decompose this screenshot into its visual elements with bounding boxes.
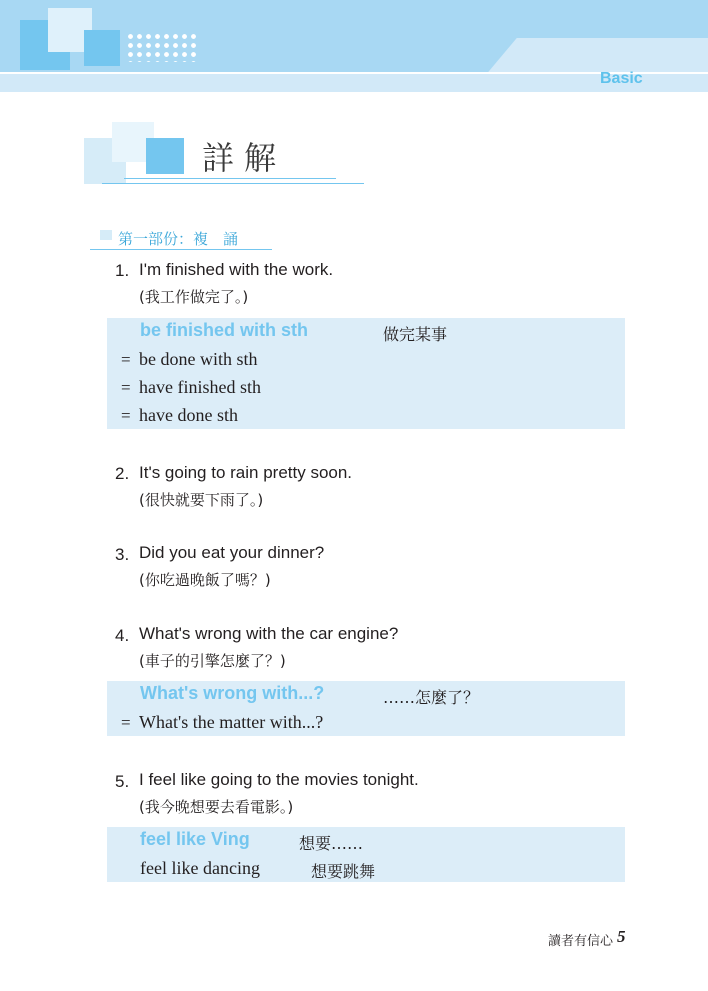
equals-sign: = bbox=[121, 378, 131, 397]
header-dot-grid-decoration bbox=[126, 32, 200, 62]
page-number: 5 bbox=[617, 927, 626, 946]
item-sentence: Did you eat your dinner? bbox=[139, 543, 325, 562]
equivalent-phrase: have done sth bbox=[139, 405, 238, 425]
example-meaning: 想要跳舞 bbox=[311, 862, 376, 881]
subtitle-underline bbox=[90, 249, 272, 250]
vocab-key-phrase: What's wrong with...? bbox=[140, 683, 325, 703]
level-label: Basic bbox=[600, 70, 643, 87]
vocab-box bbox=[107, 318, 625, 429]
item-sentence: I'm finished with the work. bbox=[139, 260, 334, 279]
item-sentence: It's going to rain pretty soon. bbox=[139, 463, 353, 482]
vocab-key-meaning: 做完某事 bbox=[383, 325, 448, 344]
item-number: 4. bbox=[115, 626, 130, 645]
item-translation: (你吃過晚飯了嗎？) bbox=[139, 571, 271, 589]
item-number: 5. bbox=[115, 772, 130, 791]
item-translation: (很快就要下雨了。) bbox=[139, 491, 264, 509]
equals-sign: = bbox=[121, 713, 131, 732]
item-translation: (我工作做完了。) bbox=[139, 288, 249, 306]
equivalent-phrase: have finished sth bbox=[139, 377, 261, 397]
example-phrase: feel like dancing bbox=[140, 858, 260, 878]
vocab-key-phrase: feel like Ving bbox=[140, 829, 250, 849]
item-sentence: What's wrong with the car engine? bbox=[139, 624, 399, 643]
vocab-key-meaning: 想要…… bbox=[299, 834, 364, 853]
vocab-key-phrase: be finished with sth bbox=[140, 320, 309, 340]
subtitle-mark bbox=[100, 230, 112, 240]
item-translation: (車子的引擎怎麼了？) bbox=[139, 652, 286, 670]
item-number: 3. bbox=[115, 545, 130, 564]
item-translation: (我今晚想要去看電影。) bbox=[139, 798, 294, 816]
equivalent-phrase: What's the matter with...? bbox=[139, 712, 324, 732]
header-square-decoration bbox=[84, 30, 120, 66]
item-number: 1. bbox=[115, 261, 130, 280]
section-subtitle: 第一部份：複 誦 bbox=[118, 230, 239, 248]
section-title: 詳解 bbox=[202, 139, 287, 177]
title-underline bbox=[102, 183, 364, 184]
vocab-key-meaning: ……怎麼了？ bbox=[383, 688, 480, 707]
title-square-decoration bbox=[146, 138, 184, 174]
equivalent-phrase: be done with sth bbox=[139, 349, 258, 369]
footer-text: 讀者有信心 bbox=[548, 934, 614, 949]
equals-sign: = bbox=[121, 406, 131, 425]
vocab-box bbox=[107, 681, 625, 736]
equals-sign: = bbox=[121, 350, 131, 369]
item-sentence: I feel like going to the movies tonight. bbox=[139, 770, 419, 789]
vocab-box bbox=[107, 827, 625, 882]
item-number: 2. bbox=[115, 464, 130, 483]
